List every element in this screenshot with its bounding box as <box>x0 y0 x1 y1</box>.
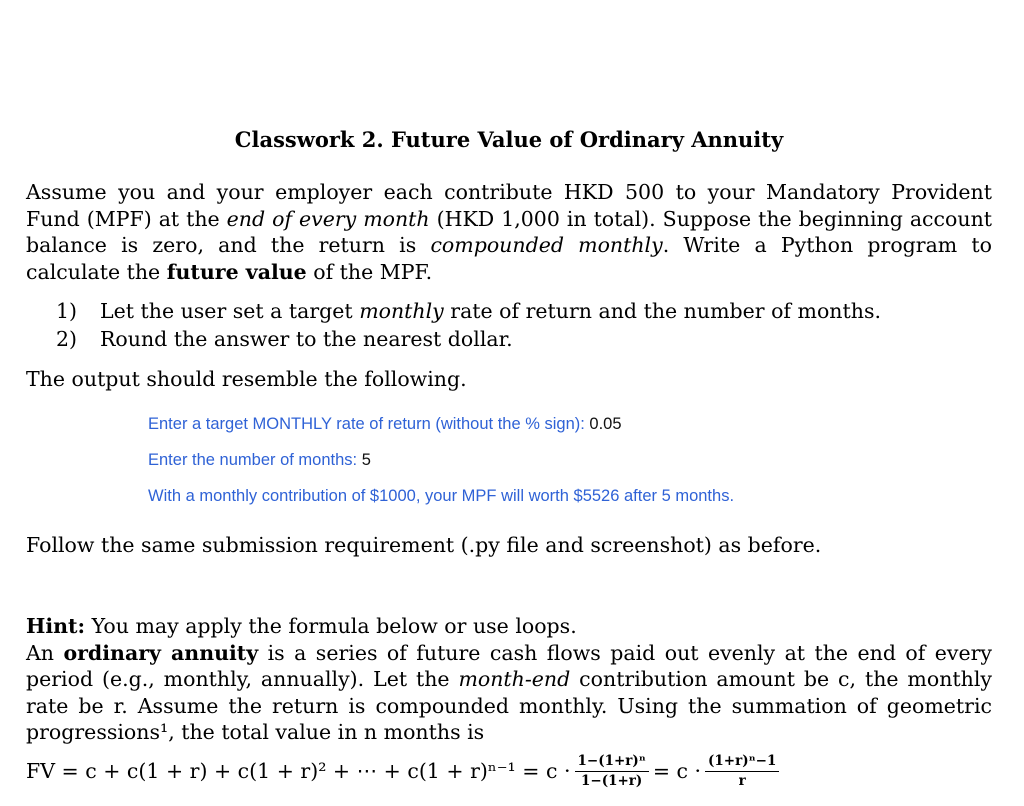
annuity-formula <box>26 741 992 801</box>
console-prompt: Enter a target MONTHLY rate of return (without the % sign): <box>148 415 590 433</box>
requirements-list <box>56 297 986 353</box>
console-line <box>148 447 908 483</box>
hint-text-2: An <box>26 640 64 665</box>
sample-output <box>148 411 908 519</box>
hint-text-3: is a series of future cash flows paid out evenly at the end of every period (e.g., monthly, annually). Let the <box>26 640 992 691</box>
intro-strong: future value <box>166 259 307 284</box>
console-value: 5 <box>361 451 371 469</box>
hint-strong: ordinary annuity <box>63 640 259 665</box>
list-text: Round the answer to the nearest dollar. <box>100 327 513 351</box>
fraction-2-denominator: r <box>738 772 746 789</box>
fraction-1-numerator: 1−(1+r)ⁿ <box>575 753 649 772</box>
page-title: Classwork 2. Future Value of Ordinary Annuity <box>234 127 784 152</box>
list-item <box>56 297 986 325</box>
fraction-2-numerator: (1+r)ⁿ−1 <box>705 753 779 772</box>
list-item <box>56 325 986 353</box>
hint-text-1: You may apply the formula below or use loops. <box>85 614 577 638</box>
list-text-c: rate of return and the number of months. <box>443 299 881 323</box>
intro-text-2: (HKD 1,000 in total). Suppose the beginning account balance is zero, and the return is <box>26 206 993 257</box>
console-prompt: With a monthly contribution of $1000, your MPF will worth $5526 after 5 months. <box>148 487 735 505</box>
list-number: 2) <box>56 327 78 351</box>
console-line <box>148 483 908 519</box>
fraction-1-denominator: 1−(1+r) <box>581 772 643 789</box>
formula-mid: = c · <box>652 759 702 783</box>
intro-paragraph <box>26 179 992 285</box>
list-text-emphasis: monthly <box>359 299 444 323</box>
list-text <box>100 297 881 325</box>
formula-lhs: FV = c + c(1 + r) + c(1 + r)² + ⋯ + c(1 + r)ⁿ⁻¹ = c · <box>26 759 571 783</box>
console-line <box>148 411 908 447</box>
intro-emphasis-2: compounded monthly <box>430 233 663 257</box>
submission-note: Follow the same submission requirement (.py file and screenshot) as before. <box>26 533 822 557</box>
hint-paragraph <box>26 613 992 746</box>
intro-text-4: of the MPF. <box>306 259 433 284</box>
intro-text-1: Assume you and your employer each contribute HKD 500 to your Mandatory Provident Fund (MPF) at the <box>26 180 992 231</box>
hint-label: Hint: <box>26 614 86 638</box>
intro-emphasis-1: end of every month <box>226 206 430 231</box>
output-intro: The output should resemble the following. <box>26 367 467 391</box>
hint-text-4: contribution amount be c, the monthly rate be r. Assume the return is compounded monthly. Using the summation of geometric progressions¹, the total value in n months is <box>26 667 992 744</box>
list-text-a: Let the user set a target <box>100 299 360 323</box>
formula-fraction-1 <box>575 753 649 790</box>
hint-emphasis: month-end <box>458 667 571 691</box>
list-number: 1) <box>56 299 78 323</box>
formula-fraction-2 <box>705 753 779 790</box>
console-value: 0.05 <box>589 415 622 433</box>
intro-text-3: . Write a Python program to calculate the <box>26 233 993 284</box>
console-prompt: Enter the number of months: <box>148 451 362 469</box>
